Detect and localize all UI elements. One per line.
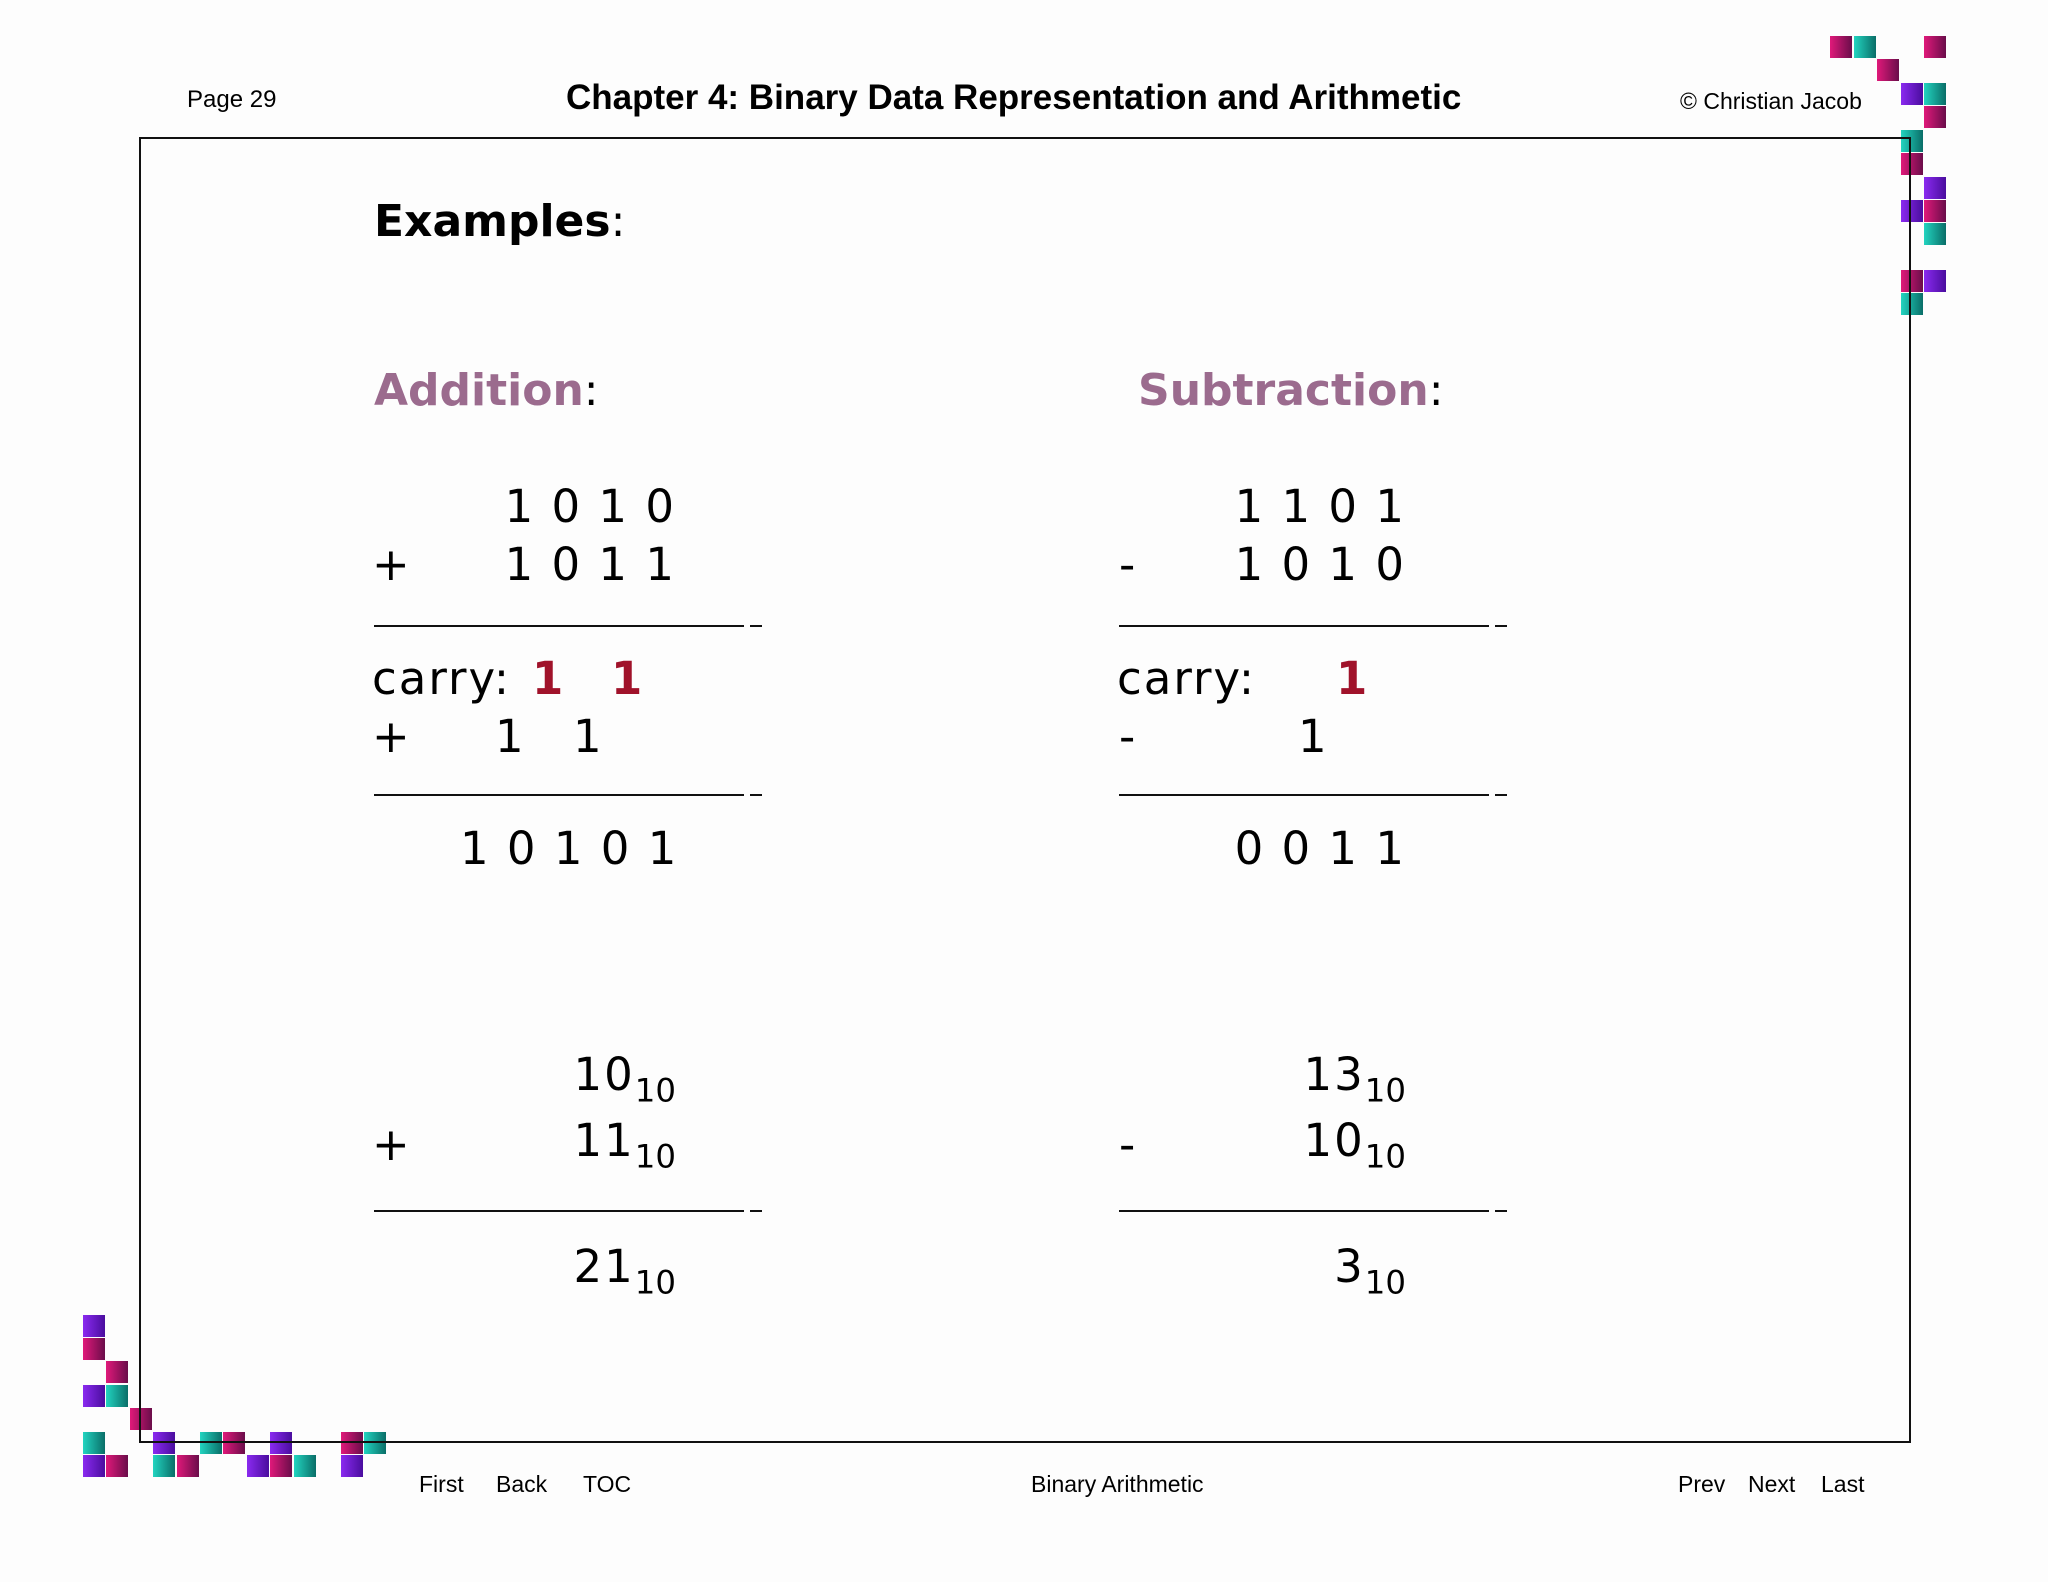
nav-prev-link[interactable]: Prev <box>1678 1471 1726 1497</box>
addition-decimal-operand-1: $10_{10}$ <box>573 1048 676 1110</box>
addition-rule-2 <box>374 794 744 796</box>
nav-next-link[interactable]: Next <box>1748 1471 1796 1497</box>
nav-back-link[interactable]: Back <box>496 1471 548 1497</box>
footer-title: Binary Arithmetic <box>1031 1471 1204 1497</box>
subtraction-operand-1: 1 1 0 1 <box>1234 480 1406 533</box>
subtraction-carry-label: carry: <box>1117 652 1257 705</box>
subtraction-rule-1 <box>1119 625 1489 627</box>
subtraction-carry-row-digit: 1 <box>1298 710 1329 763</box>
subtraction-rule-2 <box>1119 794 1489 796</box>
page-number: Page 29 <box>187 86 277 113</box>
nav-toc-link[interactable]: TOC <box>583 1471 632 1497</box>
subtraction-operand-2: 1 0 1 0 <box>1234 538 1406 591</box>
subtraction-carry-operator: - <box>1119 710 1136 763</box>
addition-operand-2: 1 0 1 1 <box>504 538 676 591</box>
addition-decimal-operand-2: $11_{10}$ <box>573 1114 676 1176</box>
subtraction-decimal-result: $3_{10}$ <box>1334 1240 1406 1302</box>
subtraction-result: 0 0 1 1 <box>1234 822 1406 875</box>
nav-first-link[interactable]: First <box>419 1471 464 1497</box>
addition-carry-digit-1: 1 <box>532 652 566 705</box>
subtraction-decimal-operand-2: $10_{10}$ <box>1303 1114 1406 1176</box>
addition-heading: Addition: <box>374 365 599 416</box>
subtraction-decimal-operator: - <box>1119 1118 1136 1171</box>
subtraction-decimal-operand-1: $13_{10}$ <box>1303 1048 1406 1110</box>
subtraction-carry-digit: 1 <box>1336 652 1370 705</box>
copyright: © Christian Jacob <box>1680 88 1862 114</box>
addition-operator: + <box>372 538 410 591</box>
addition-carry-row-digit-2: 1 <box>573 710 604 763</box>
examples-heading: Examples: <box>374 196 626 247</box>
subtraction-decimal-rule <box>1119 1210 1489 1212</box>
addition-carry-label: carry: <box>372 652 512 705</box>
addition-decimal-operator: + <box>372 1118 410 1171</box>
addition-operand-1: 1 0 1 0 <box>504 480 676 533</box>
addition-result: 1 0 1 0 1 <box>460 822 679 875</box>
subtraction-heading: Subtraction: <box>1138 365 1444 416</box>
addition-rule-1 <box>374 625 744 627</box>
chapter-title: Chapter 4: Binary Data Representation and Arithmetic <box>566 78 1462 117</box>
addition-decimal-rule <box>374 1210 744 1212</box>
subtraction-operator: - <box>1119 538 1136 591</box>
addition-carry-row-digit-1: 1 <box>495 710 526 763</box>
nav-last-link[interactable]: Last <box>1821 1471 1865 1497</box>
addition-decimal-result: $21_{10}$ <box>573 1240 676 1302</box>
content-frame <box>139 137 1911 1443</box>
addition-carry-digit-2: 1 <box>611 652 645 705</box>
addition-carry-operator: + <box>372 710 410 763</box>
